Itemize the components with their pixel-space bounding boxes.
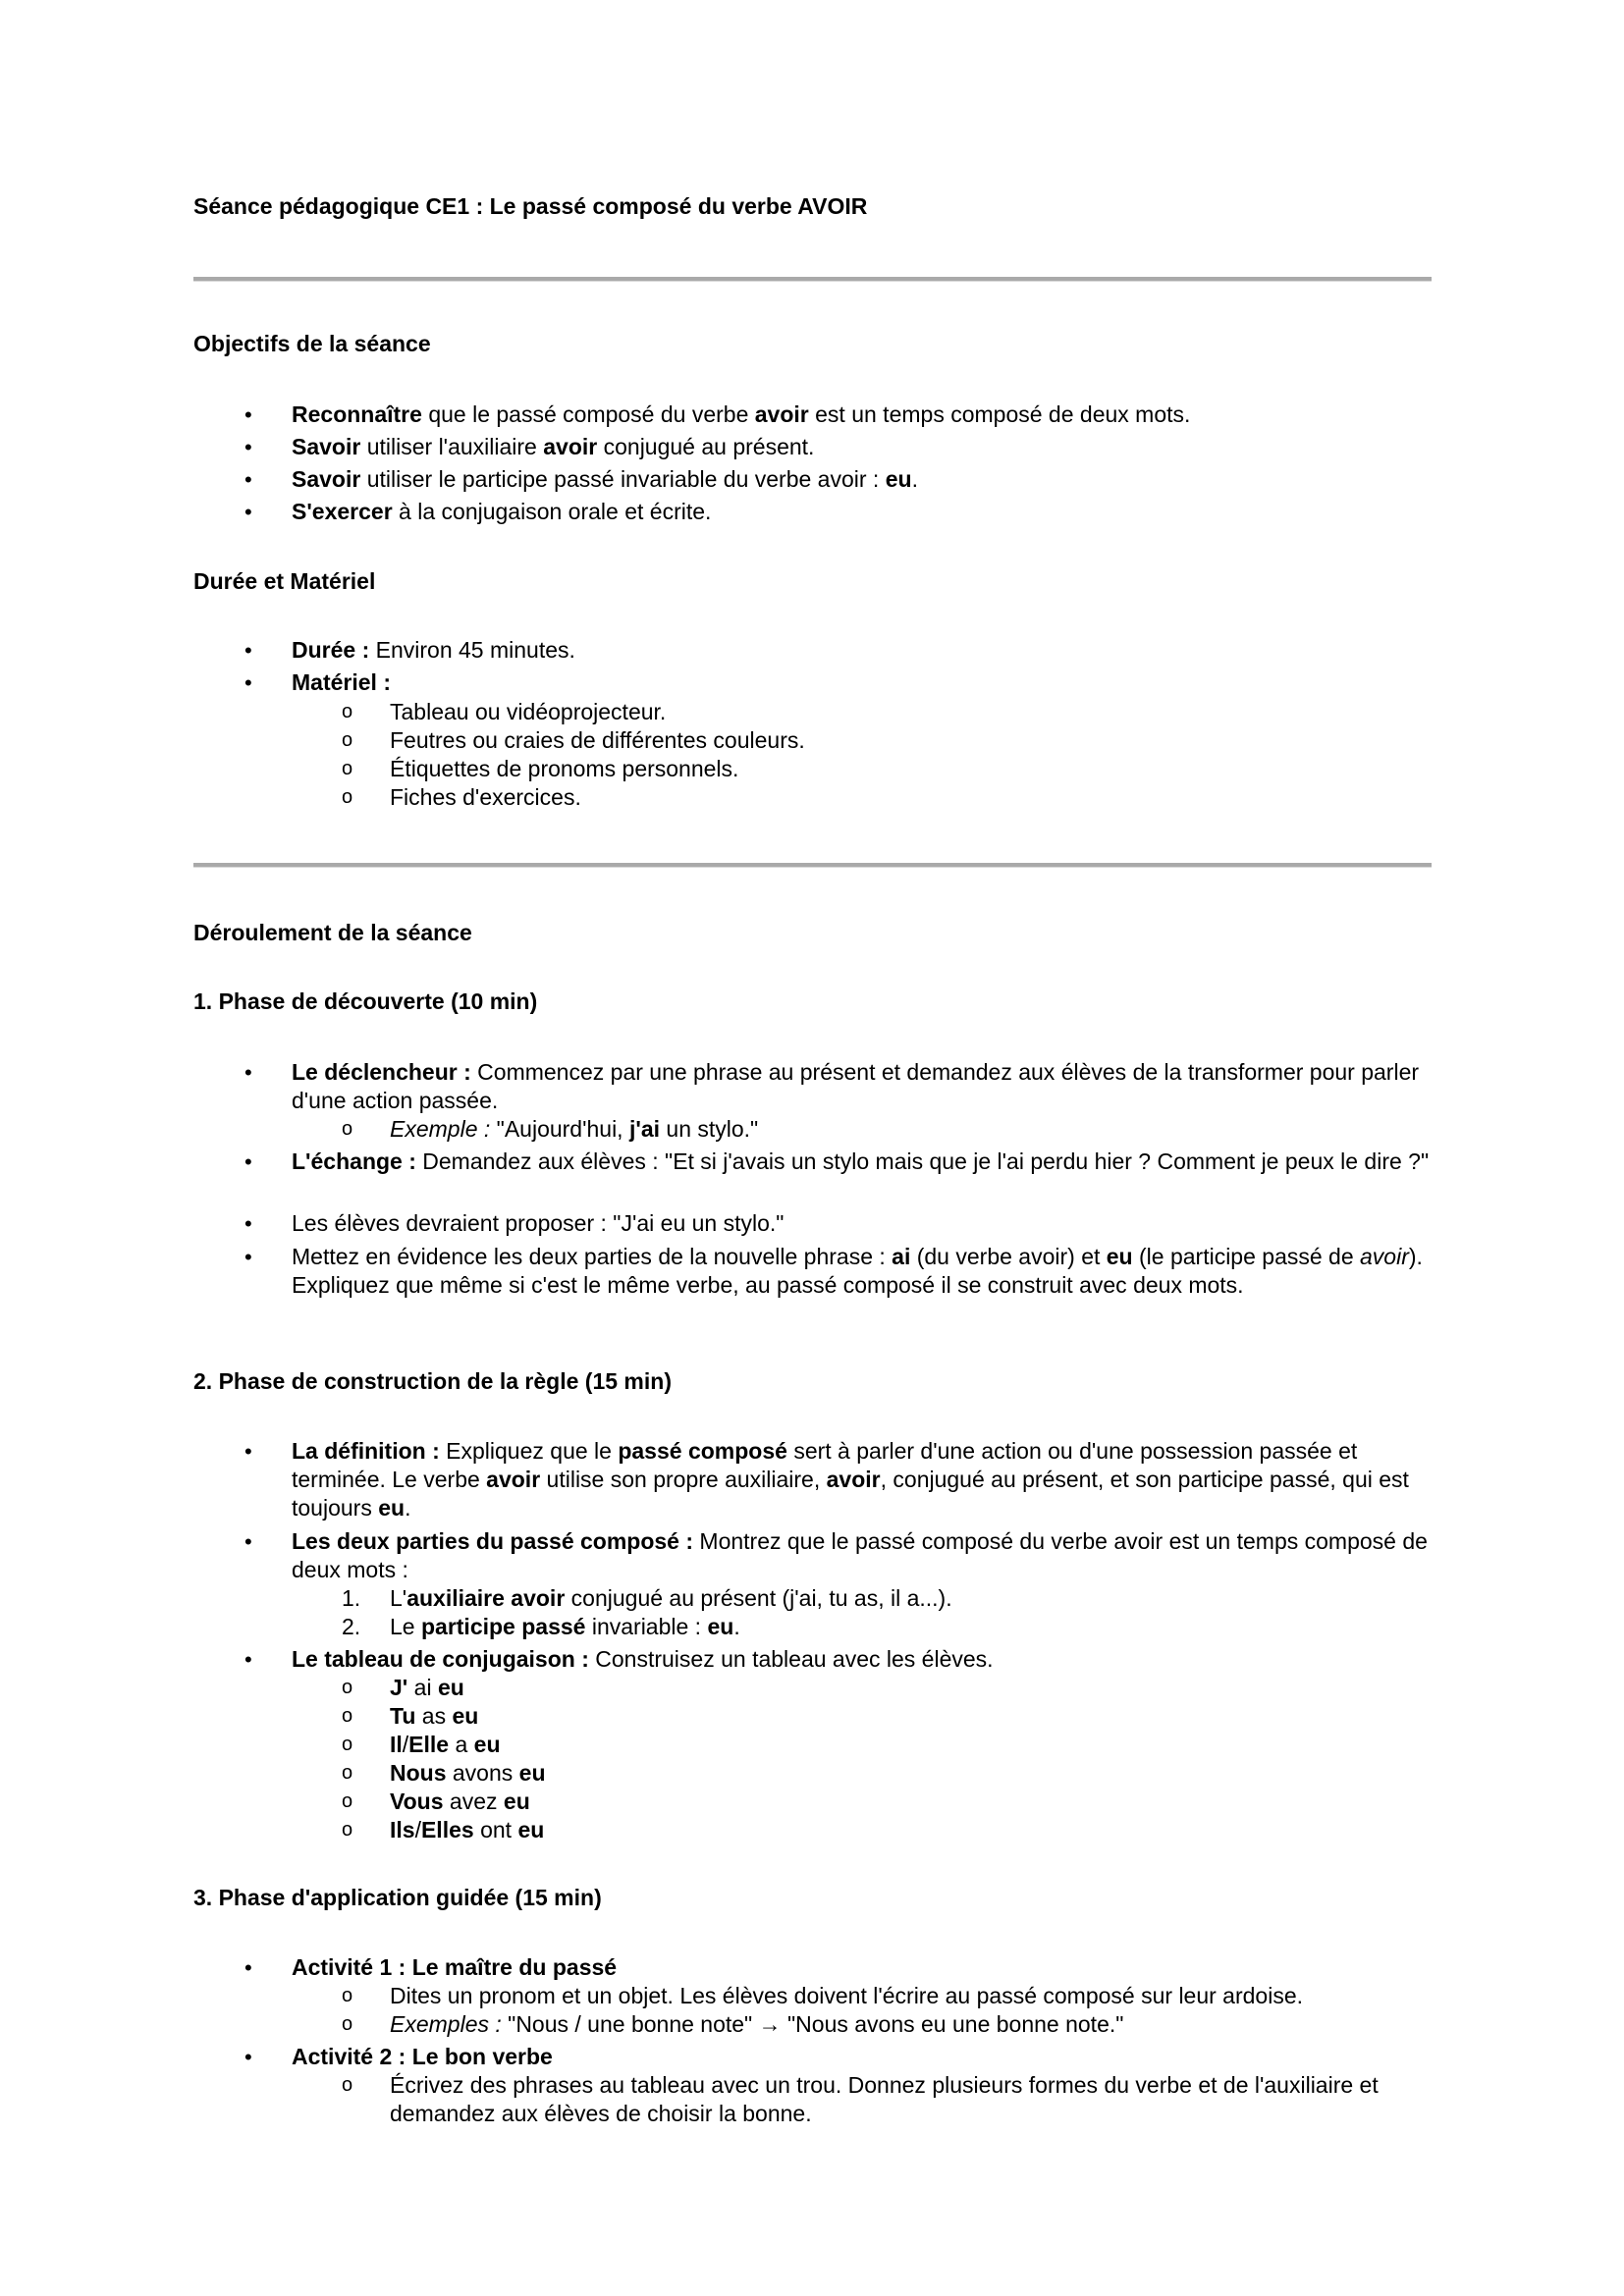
bold-text: eu — [452, 1703, 479, 1729]
bold-text: avoir — [754, 401, 809, 427]
conjugation-text — [390, 1702, 1440, 1731]
list-item-text — [390, 1115, 1440, 1144]
list-item-text — [390, 1982, 1440, 2010]
bold-text: j'ai — [628, 1116, 661, 1142]
text-run: "Aujourd'hui, — [490, 1116, 629, 1142]
bold-text: Le déclencheur : — [292, 1059, 471, 1085]
list-item-text — [390, 2010, 1440, 2039]
circle-bullet-icon: o — [342, 1819, 353, 1841]
circle-bullet-icon: o — [342, 1762, 353, 1784]
text-run: conjugué au présent (j'ai, tu as, il a...). — [565, 1585, 952, 1611]
circle-bullet-icon: o — [342, 2013, 353, 2035]
text-run: sert à parler d'une action ou d'une possession passée et terminée. Le verbe — [292, 1438, 1358, 1492]
bold-text: S'exercer — [292, 499, 393, 524]
phase2-heading: 2. Phase de construction de la règle (15 min) — [193, 1368, 672, 1394]
text-run: que le passé composé du verbe — [421, 401, 755, 427]
text-run: utilise son propre auxiliaire, — [540, 1467, 827, 1492]
bold-text: eu — [1106, 1244, 1133, 1269]
bullet-icon: • — [244, 1439, 252, 1464]
bold-text: passé composé — [618, 1438, 787, 1464]
circle-bullet-icon: o — [342, 1985, 353, 2006]
text-run: Demandez aux élèves : "Et si j'avais un stylo mais que je l'ai perdu hier ? Comment je peux le dire ?" — [415, 1148, 1430, 1174]
bold-text: avoir — [486, 1467, 541, 1492]
circle-bullet-icon: o — [342, 2074, 353, 2096]
text-run: est un temps composé de deux mots. — [808, 401, 1191, 427]
text-run: conjugué au présent. — [597, 434, 815, 459]
bold-text: Il — [390, 1732, 403, 1757]
page-title: Séance pédagogique CE1 : Le passé composé du verbe AVOIR — [193, 193, 868, 219]
bold-text: avoir — [543, 434, 598, 459]
conjugation-text — [390, 1674, 1440, 1702]
text-run: Le — [390, 1614, 421, 1639]
circle-bullet-icon: o — [342, 729, 353, 751]
conjugation-text — [390, 1816, 1440, 1844]
bold-text: eu — [378, 1495, 406, 1521]
bullet-icon: • — [244, 467, 252, 492]
materiel-item: Feutres ou craies de différentes couleurs. — [390, 727, 805, 753]
text-run: . — [911, 466, 918, 492]
section-heading-deroulement: Déroulement de la séance — [193, 920, 472, 945]
text-run: un stylo." — [660, 1116, 759, 1142]
list-number: 1. — [342, 1585, 361, 1611]
text-run: (le participe passé de — [1132, 1244, 1361, 1269]
bold-text: Elles — [420, 1817, 474, 1842]
text-run: invariable : — [585, 1614, 708, 1639]
phase3-heading: 3. Phase d'application guidée (15 min) — [193, 1885, 602, 1910]
bullet-icon: • — [244, 670, 252, 695]
text-run: as — [415, 1703, 453, 1729]
list-item-text — [292, 1058, 1440, 1115]
bullet-icon: • — [244, 435, 252, 459]
text-run: à la conjugaison orale et écrite. — [392, 499, 712, 524]
italic-text: Exemples : — [390, 2011, 502, 2037]
bullet-icon: • — [244, 1245, 252, 1269]
list-item-text — [292, 465, 1440, 494]
text-run: . — [733, 1614, 740, 1639]
bold-text: Savoir — [292, 466, 361, 492]
bullet-icon: • — [244, 1955, 252, 1980]
bullet-icon: • — [244, 1060, 252, 1085]
materiel-item: Tableau ou vidéoprojecteur. — [390, 699, 667, 724]
bold-text: Vous — [390, 1789, 444, 1814]
text-run: , conjugué au présent, et son participe passé, qui est toujours — [292, 1467, 1409, 1521]
horizontal-rule — [193, 277, 1432, 282]
text-run: / — [414, 1817, 421, 1842]
list-item-text — [292, 1645, 1440, 1674]
bold-text: eu — [707, 1614, 734, 1639]
bold-text: avoir — [826, 1467, 881, 1492]
activite2-title: Activité 2 : Le bon verbe — [292, 2044, 553, 2069]
bold-text: auxiliaire avoir — [406, 1585, 566, 1611]
bold-text: participe passé — [420, 1614, 586, 1639]
bullet-icon: • — [244, 1211, 252, 1236]
section-heading-objectifs: Objectifs de la séance — [193, 331, 431, 356]
text-run: utiliser l'auxiliaire — [360, 434, 544, 459]
text-run: ). Expliquez que même si c'est le même verbe, au passé composé il se construit avec deux mots. — [292, 1244, 1423, 1298]
text-run: avons — [446, 1760, 519, 1786]
bold-text: Le tableau de conjugaison : — [292, 1646, 589, 1672]
text-run: Dites un pronom et un objet. Les élèves doivent l'écrire au passé composé sur leur ardoise. — [390, 1983, 1304, 2008]
list-item-text — [292, 400, 1440, 429]
text-run: ont — [473, 1817, 518, 1842]
circle-bullet-icon: o — [342, 758, 353, 779]
text-run: Construisez un tableau avec les élèves. — [588, 1646, 994, 1672]
text-run: Commencez par une phrase au présent et demandez aux élèves de la transformer pour parler d'une action passée. — [292, 1059, 1420, 1113]
text-run: Montrez que le passé composé du verbe avoir est un temps composé de deux mots : — [292, 1528, 1428, 1582]
materiel-item: Fiches d'exercices. — [390, 784, 581, 810]
text-run: Écrivez des phrases au tableau avec un trou. Donnez plusieurs formes du verbe et de l'auxiliaire et demandez aux élèves de choisir la bonne. — [390, 2072, 1379, 2126]
materiel-label: Matériel : — [292, 669, 391, 695]
text-run: Mettez en évidence les deux parties de la nouvelle phrase : — [292, 1244, 893, 1269]
list-item-text — [390, 2071, 1440, 2128]
text-run: "Nous / une bonne note" → "Nous avons eu une bonne note." — [501, 2011, 1124, 2037]
italic-text: avoir — [1360, 1244, 1409, 1269]
bold-text: ai — [892, 1244, 911, 1269]
bold-text: Reconnaître — [292, 401, 422, 427]
bold-text: Nous — [390, 1760, 447, 1786]
text-run: a — [449, 1732, 474, 1757]
materiel-item: Étiquettes de pronoms personnels. — [390, 756, 739, 781]
bullet-icon: • — [244, 1529, 252, 1554]
text-run: . — [405, 1495, 411, 1521]
bold-text: eu — [503, 1789, 530, 1814]
bold-text: eu — [473, 1732, 501, 1757]
duree-value: Environ 45 minutes. — [369, 637, 575, 663]
activite1-title: Activité 1 : Le maître du passé — [292, 1954, 618, 1980]
section-heading-duree-materiel: Durée et Matériel — [193, 568, 376, 594]
bold-text: Ils — [390, 1817, 415, 1842]
text-run: Expliquez que le — [439, 1438, 619, 1464]
bullet-icon: • — [244, 1647, 252, 1672]
text-run: L' — [390, 1585, 407, 1611]
duree-label: Durée : — [292, 637, 370, 663]
bold-text: eu — [518, 1760, 546, 1786]
circle-bullet-icon: o — [342, 786, 353, 808]
circle-bullet-icon: o — [342, 1677, 353, 1698]
list-item-text — [390, 1584, 1440, 1613]
list-item-text — [292, 433, 1440, 461]
bold-text: eu — [517, 1817, 545, 1842]
text-run: ai — [407, 1675, 438, 1700]
circle-bullet-icon: o — [342, 1790, 353, 1812]
list-item-text — [292, 1437, 1440, 1522]
conjugation-text — [390, 1731, 1440, 1759]
conjugation-text — [390, 1788, 1440, 1816]
text-run: Les élèves devraient proposer : "J'ai eu un stylo." — [292, 1210, 785, 1236]
bold-text: eu — [437, 1675, 464, 1700]
list-item-text — [292, 1209, 1440, 1238]
conjugation-text — [390, 1759, 1440, 1788]
bold-text: La définition : — [292, 1438, 440, 1464]
text-run: (du verbe avoir) et — [910, 1244, 1107, 1269]
bold-text: Savoir — [292, 434, 361, 459]
bold-text: Tu — [390, 1703, 416, 1729]
text-run: / — [402, 1732, 409, 1757]
circle-bullet-icon: o — [342, 701, 353, 722]
phase1-heading: 1. Phase de découverte (10 min) — [193, 988, 538, 1014]
italic-text: Exemple : — [390, 1116, 491, 1142]
bullet-icon: • — [244, 638, 252, 663]
text-run: avez — [443, 1789, 504, 1814]
text-run: utiliser le participe passé invariable du verbe avoir : — [360, 466, 886, 492]
circle-bullet-icon: o — [342, 1705, 353, 1727]
list-item-text — [292, 1243, 1440, 1300]
list-number: 2. — [342, 1614, 361, 1639]
bold-text: Les deux parties du passé composé : — [292, 1528, 694, 1554]
bullet-icon: • — [244, 1149, 252, 1174]
bold-text: eu — [885, 466, 912, 492]
list-item-text — [292, 498, 1440, 526]
bold-text: Elle — [408, 1732, 450, 1757]
bullet-icon: • — [244, 402, 252, 427]
horizontal-rule — [193, 863, 1432, 868]
list-item-text — [292, 1148, 1440, 1176]
list-item-text — [390, 1613, 1440, 1641]
list-item-text — [292, 1527, 1440, 1584]
circle-bullet-icon: o — [342, 1118, 353, 1140]
circle-bullet-icon: o — [342, 1734, 353, 1755]
bullet-icon: • — [244, 2045, 252, 2069]
bold-text: J' — [390, 1675, 408, 1700]
bold-text: L'échange : — [292, 1148, 416, 1174]
bullet-icon: • — [244, 500, 252, 524]
